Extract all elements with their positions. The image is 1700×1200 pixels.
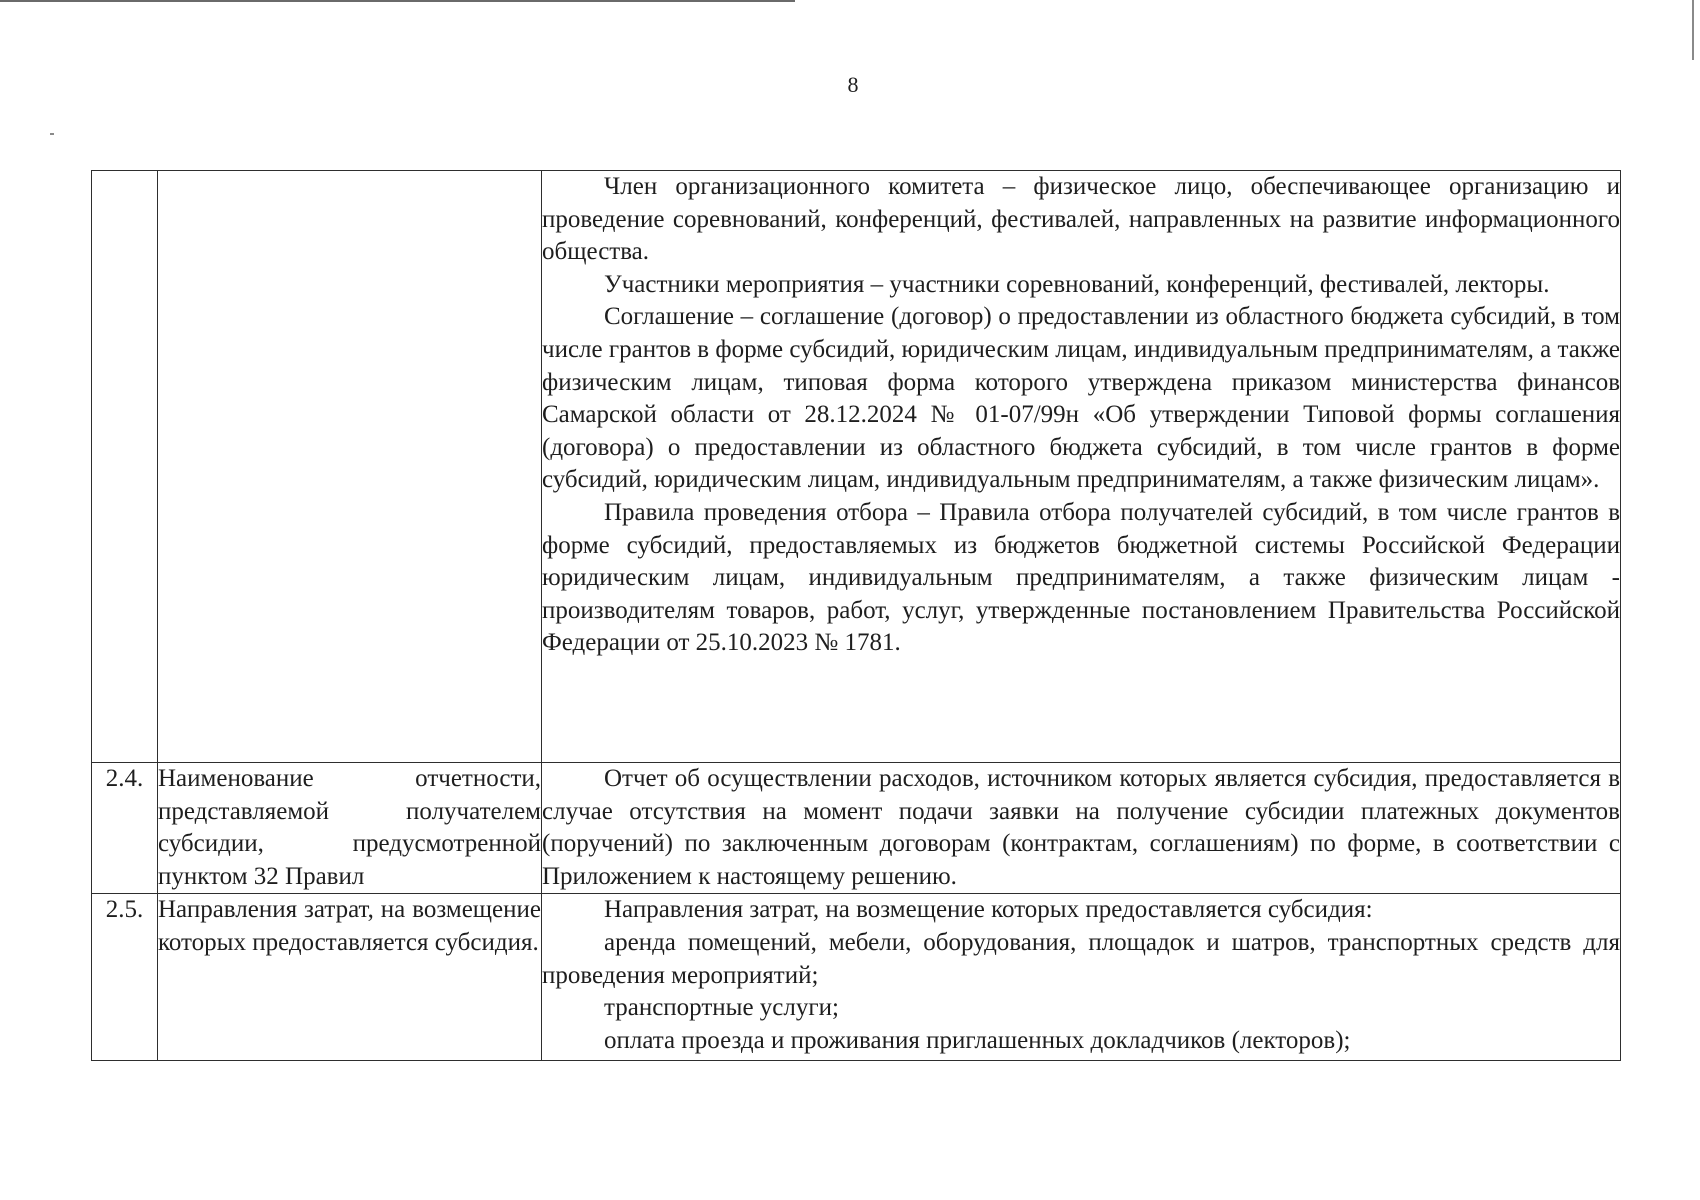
row-name-cell: Направления затрат, на возмещение которых предоставляется субсидия. (158, 894, 542, 1061)
row-number-cell: 2.5. (92, 894, 158, 1061)
definition-paragraph: Участники мероприятия – участники соревнований, конференций, фестивалей, лекторы. (604, 270, 1550, 298)
row-description-cell (542, 763, 1621, 894)
row-name-cell: Наименование отчетности, представляемой получателем субсидии, предусмотренной пунктом 32 Правил (158, 763, 542, 894)
row-description-cell (542, 171, 1621, 763)
document-table (91, 170, 1621, 1061)
scan-speck (50, 133, 54, 135)
definition-paragraph: Член организационного комитета – физическое лицо, обеспечивающее организацию и проведение соревнований, конференций, фестивалей, направленных на развитие информационного общества. (542, 173, 1620, 266)
row-number-cell (92, 171, 158, 763)
definition-paragraph: Соглашение – соглашение (договор) о предоставлении из областного бюджета субсидий, в том числе грантов в форме субсидий, юридическим лицам, индивидуальным предпринимателям, а также физическим лицам, типовая форма которого утверждена приказом министерства финансов Самарской области от 28.12.2024 № 01-07/99н «Об утверждении Типовой формы соглашения (договора) о предоставлении из областного бюджета субсидий, в том числе грантов в форме субсидий, юридическим лицам, индивидуальным предпринимателям, а также физическим лицам». (542, 303, 1620, 494)
row-name-cell (158, 171, 542, 763)
scan-top-rule (0, 0, 795, 2)
table-row (92, 763, 1621, 894)
page-number: 8 (847, 72, 859, 97)
description-paragraph: Направления затрат, на возмещение которых предоставляется субсидия: (604, 896, 1373, 924)
cost-item: аренда помещений, мебели, оборудования, площадок и шатров, транспортных средств для проведения мероприятий; (542, 928, 1620, 989)
table-row (92, 171, 1621, 763)
scan-right-edge (1692, 0, 1694, 60)
cost-item: транспортные услуги; (604, 994, 839, 1022)
description-paragraph: Отчет об осуществлении расходов, источником которых является субсидия, предоставляется в случае отсутствия на момент подачи заявки на получение субсидии платежных документов (поручений) по заключенным договорам (контрактам, соглашениям) по форме, в соответствии с Приложением к настоящему решению. (542, 765, 1620, 890)
table-row (92, 894, 1621, 1061)
row-number-cell: 2.4. (92, 763, 158, 894)
row-description-cell (542, 894, 1621, 1061)
definition-paragraph: Правила проведения отбора – Правила отбора получателей субсидий, в том числе грантов в форме субсидий, предоставляемых из бюджетов бюджетной системы Российской Федерации юридическим лицам, индивидуальным предпринимателям, а также физическим лицам - производителям товаров, работ, услуг, утвержденные постановлением Правительства Российской Федерации от 25.10.2023 № 1781. (542, 498, 1620, 657)
cost-item: оплата проезда и проживания приглашенных докладчиков (лекторов); (604, 1026, 1351, 1054)
